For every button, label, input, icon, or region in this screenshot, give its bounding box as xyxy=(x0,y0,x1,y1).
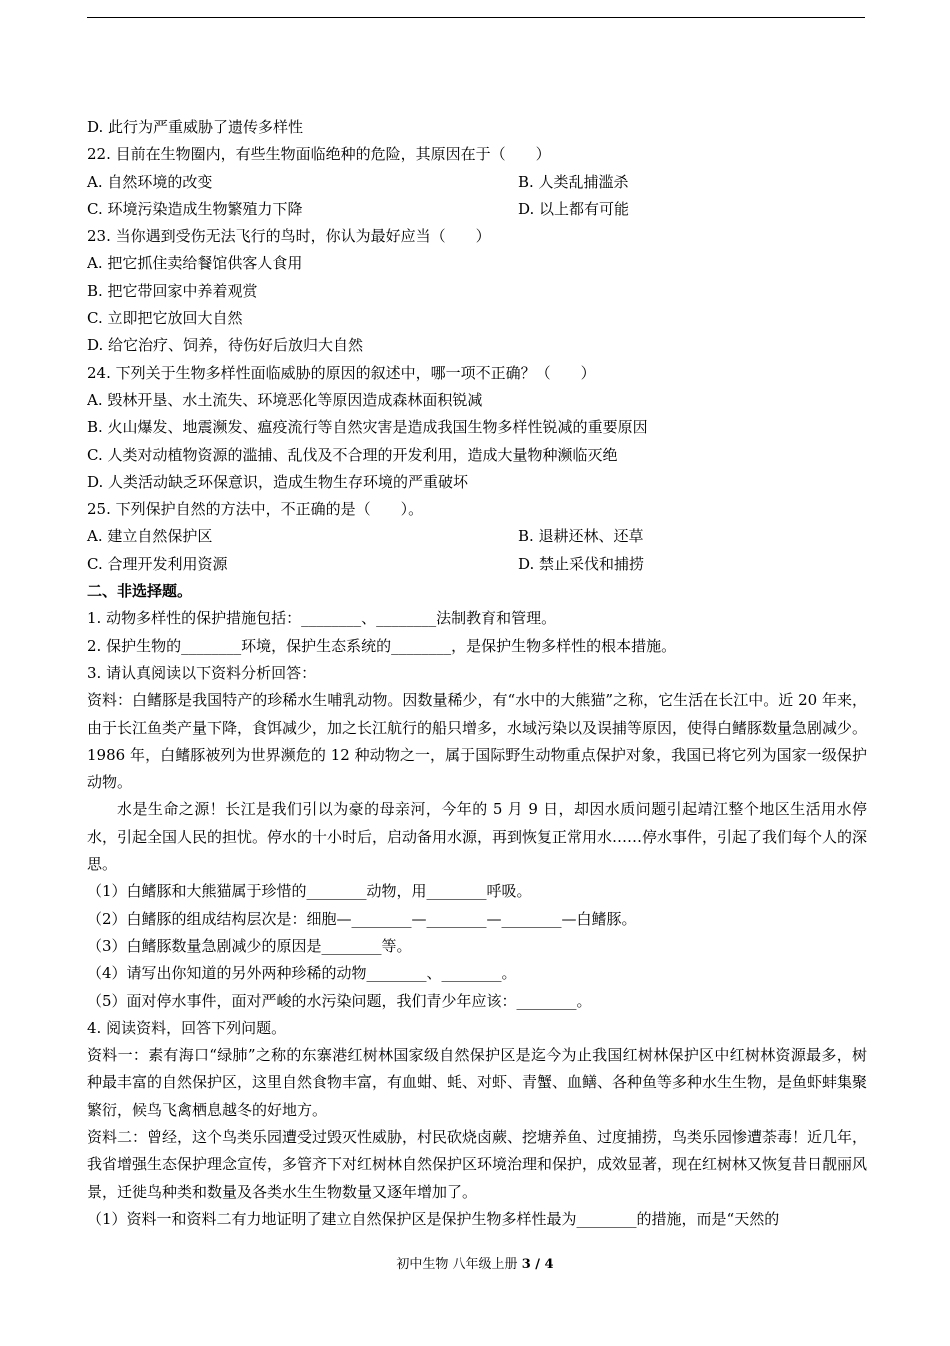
q22-option-a: A. 自然环境的改变 xyxy=(87,172,213,191)
footer-page-number: 3 / 4 xyxy=(521,1257,554,1272)
footer-course: 初中生物 八年级上册 xyxy=(396,1257,518,1272)
q24-option-a: A. 毁林开垦、水土流失、环境恶化等原因造成森林面积锐减 xyxy=(87,390,483,409)
q24-stem: 24. 下列关于生物多样性面临威胁的原因的叙述中，哪一项不正确？（ ） xyxy=(87,363,596,382)
s2-q3-sub3: （3）白鳍豚数量急剧减少的原因是________等。 xyxy=(87,936,412,955)
q22-options-row1 xyxy=(87,169,867,196)
q24-option-b: B. 火山爆发、地震濒发、瘟疫流行等自然灾害是造成我国生物多样性锐减的重要原因 xyxy=(87,418,648,437)
q24-option-d: D. 人类活动缺乏环保意识，造成生物生存环境的严重破坏 xyxy=(87,472,469,491)
s2-q1: 1. 动物多样性的保护措施包括：________、________法制教育和管理。 xyxy=(87,609,557,628)
q25-options-row1 xyxy=(87,523,867,550)
q25-option-d: D. 禁止采伐和捕捞 xyxy=(518,554,645,573)
s2-q3-sub2: （2）白鳍豚的组成结构层次是：细胞—________—________—________—白鳍豚。 xyxy=(87,909,637,928)
document-body xyxy=(87,114,867,1233)
s2-q4-sub1: （1）资料一和资料二有力地证明了建立自然保护区是保护生物多样性最为________的措施，而是“天然的 xyxy=(87,1209,780,1228)
q22-options-row2 xyxy=(87,196,867,223)
s2-q3-material: 资料：白鳍豚是我国特产的珍稀水生哺乳动物。因数量稀少，有“水中的大熊猫”之称，它生活在长江中。近 20 年来，由于长江鱼类产量下降，食饵减少，加之长江航行的船只增多，水域污染以及误捕等原因，使得白鳍豚数量急剧减少。1986 年，白鳍豚被列为世界濒危的 12 种动物之一，属于国际野生动物重点保护对象，我国已将它列为国家一级保护动物。 xyxy=(87,691,868,792)
q25-option-a: A. 建立自然保护区 xyxy=(87,527,213,546)
header-rule xyxy=(87,17,865,18)
q25-options-row2 xyxy=(87,551,867,578)
q22-option-c: C. 环境污染造成生物繁殖力下降 xyxy=(87,199,303,218)
s2-q4-stem: 4. 阅读资料，回答下列问题。 xyxy=(87,1018,287,1037)
q23-option-a: A. 把它抓住卖给餐馆供客人食用 xyxy=(87,254,303,273)
q25-stem: 25. 下列保护自然的方法中，不正确的是（ ）。 xyxy=(87,500,424,519)
q22-option-b: B. 人类乱捕滥杀 xyxy=(518,172,629,191)
q23-option-d: D. 给它治疗、饲养，待伤好后放归大自然 xyxy=(87,336,364,355)
page-footer xyxy=(0,1253,950,1272)
q23-stem: 23. 当你遇到受伤无法飞行的鸟时，你认为最好应当（ ） xyxy=(87,227,491,246)
s2-q3-sub5: （5）面对停水事件，面对严峻的水污染问题，我们青少年应该：________。 xyxy=(87,991,592,1010)
s2-q3-paragraph: 水是生命之源！长江是我们引以为豪的母亲河，今年的 5 月 9 日，却因水质问题引起靖江整个地区生活用水停水，引起全国人民的担忧。停水的十小时后，启动备用水源，再到恢复正常用水……停水事件，引起了我们每个人的深思。 xyxy=(87,800,868,874)
q25-option-b: B. 退耕还林、还草 xyxy=(518,527,644,546)
q21-option-d: D. 此行为严重威胁了遗传多样性 xyxy=(87,118,304,136)
s2-q3-sub1: （1）白鳍豚和大熊猫属于珍惜的________动物，用________呼吸。 xyxy=(87,882,532,901)
q23-option-b: B. 把它带回家中养着观赏 xyxy=(87,281,258,300)
s2-q2: 2. 保护生物的________环境，保护生态系统的________，是保护生物多样性的根本措施。 xyxy=(87,636,677,655)
section-heading: 二、非选择题。 xyxy=(87,582,193,601)
s2-q3-stem: 3. 请认真阅读以下资料分析回答： xyxy=(87,663,317,682)
q22-stem: 22. 目前在生物圈内，有些生物面临绝种的危险，其原因在于（ ） xyxy=(87,145,551,164)
s2-q3-sub4: （4）请写出你知道的另外两种珍稀的动物________、________。 xyxy=(87,964,517,983)
q22-option-d: D. 以上都有可能 xyxy=(518,199,630,218)
q25-option-c: C. 合理开发利用资源 xyxy=(87,554,228,573)
s2-q4-material1: 资料一：素有海口“绿肺”之称的东寨港红树林国家级自然保护区是迄今为止我国红树林保护区中红树林资源最多，树种最丰富的自然保护区，这里自然食物丰富，有血蚶、蚝、对虾、青蟹、血鳝、各种鱼等多种水生生物，是鱼虾蚌集聚繁衍，候鸟飞禽栖息越冬的好地方。 xyxy=(87,1046,868,1119)
s2-q4-material2: 资料二：曾经，这个鸟类乐园遭受过毁灭性威胁，村民砍烧卤蕨、挖塘养鱼、过度捕捞，鸟类乐园惨遭荼毒！近几年，我省增强生态保护理念宣传，多管齐下对红树林自然保护区环境治理和保护，成效显著，现在红树林又恢复昔日靓丽风景，迁徙鸟种类和数量及各类水生生物数量又逐年增加了。 xyxy=(87,1127,868,1201)
q24-option-c: C. 人类对动植物资源的滥捕、乱伐及不合理的开发利用，造成大量物种濒临灭绝 xyxy=(87,445,618,464)
q23-option-c: C. 立即把它放回大自然 xyxy=(87,309,243,328)
